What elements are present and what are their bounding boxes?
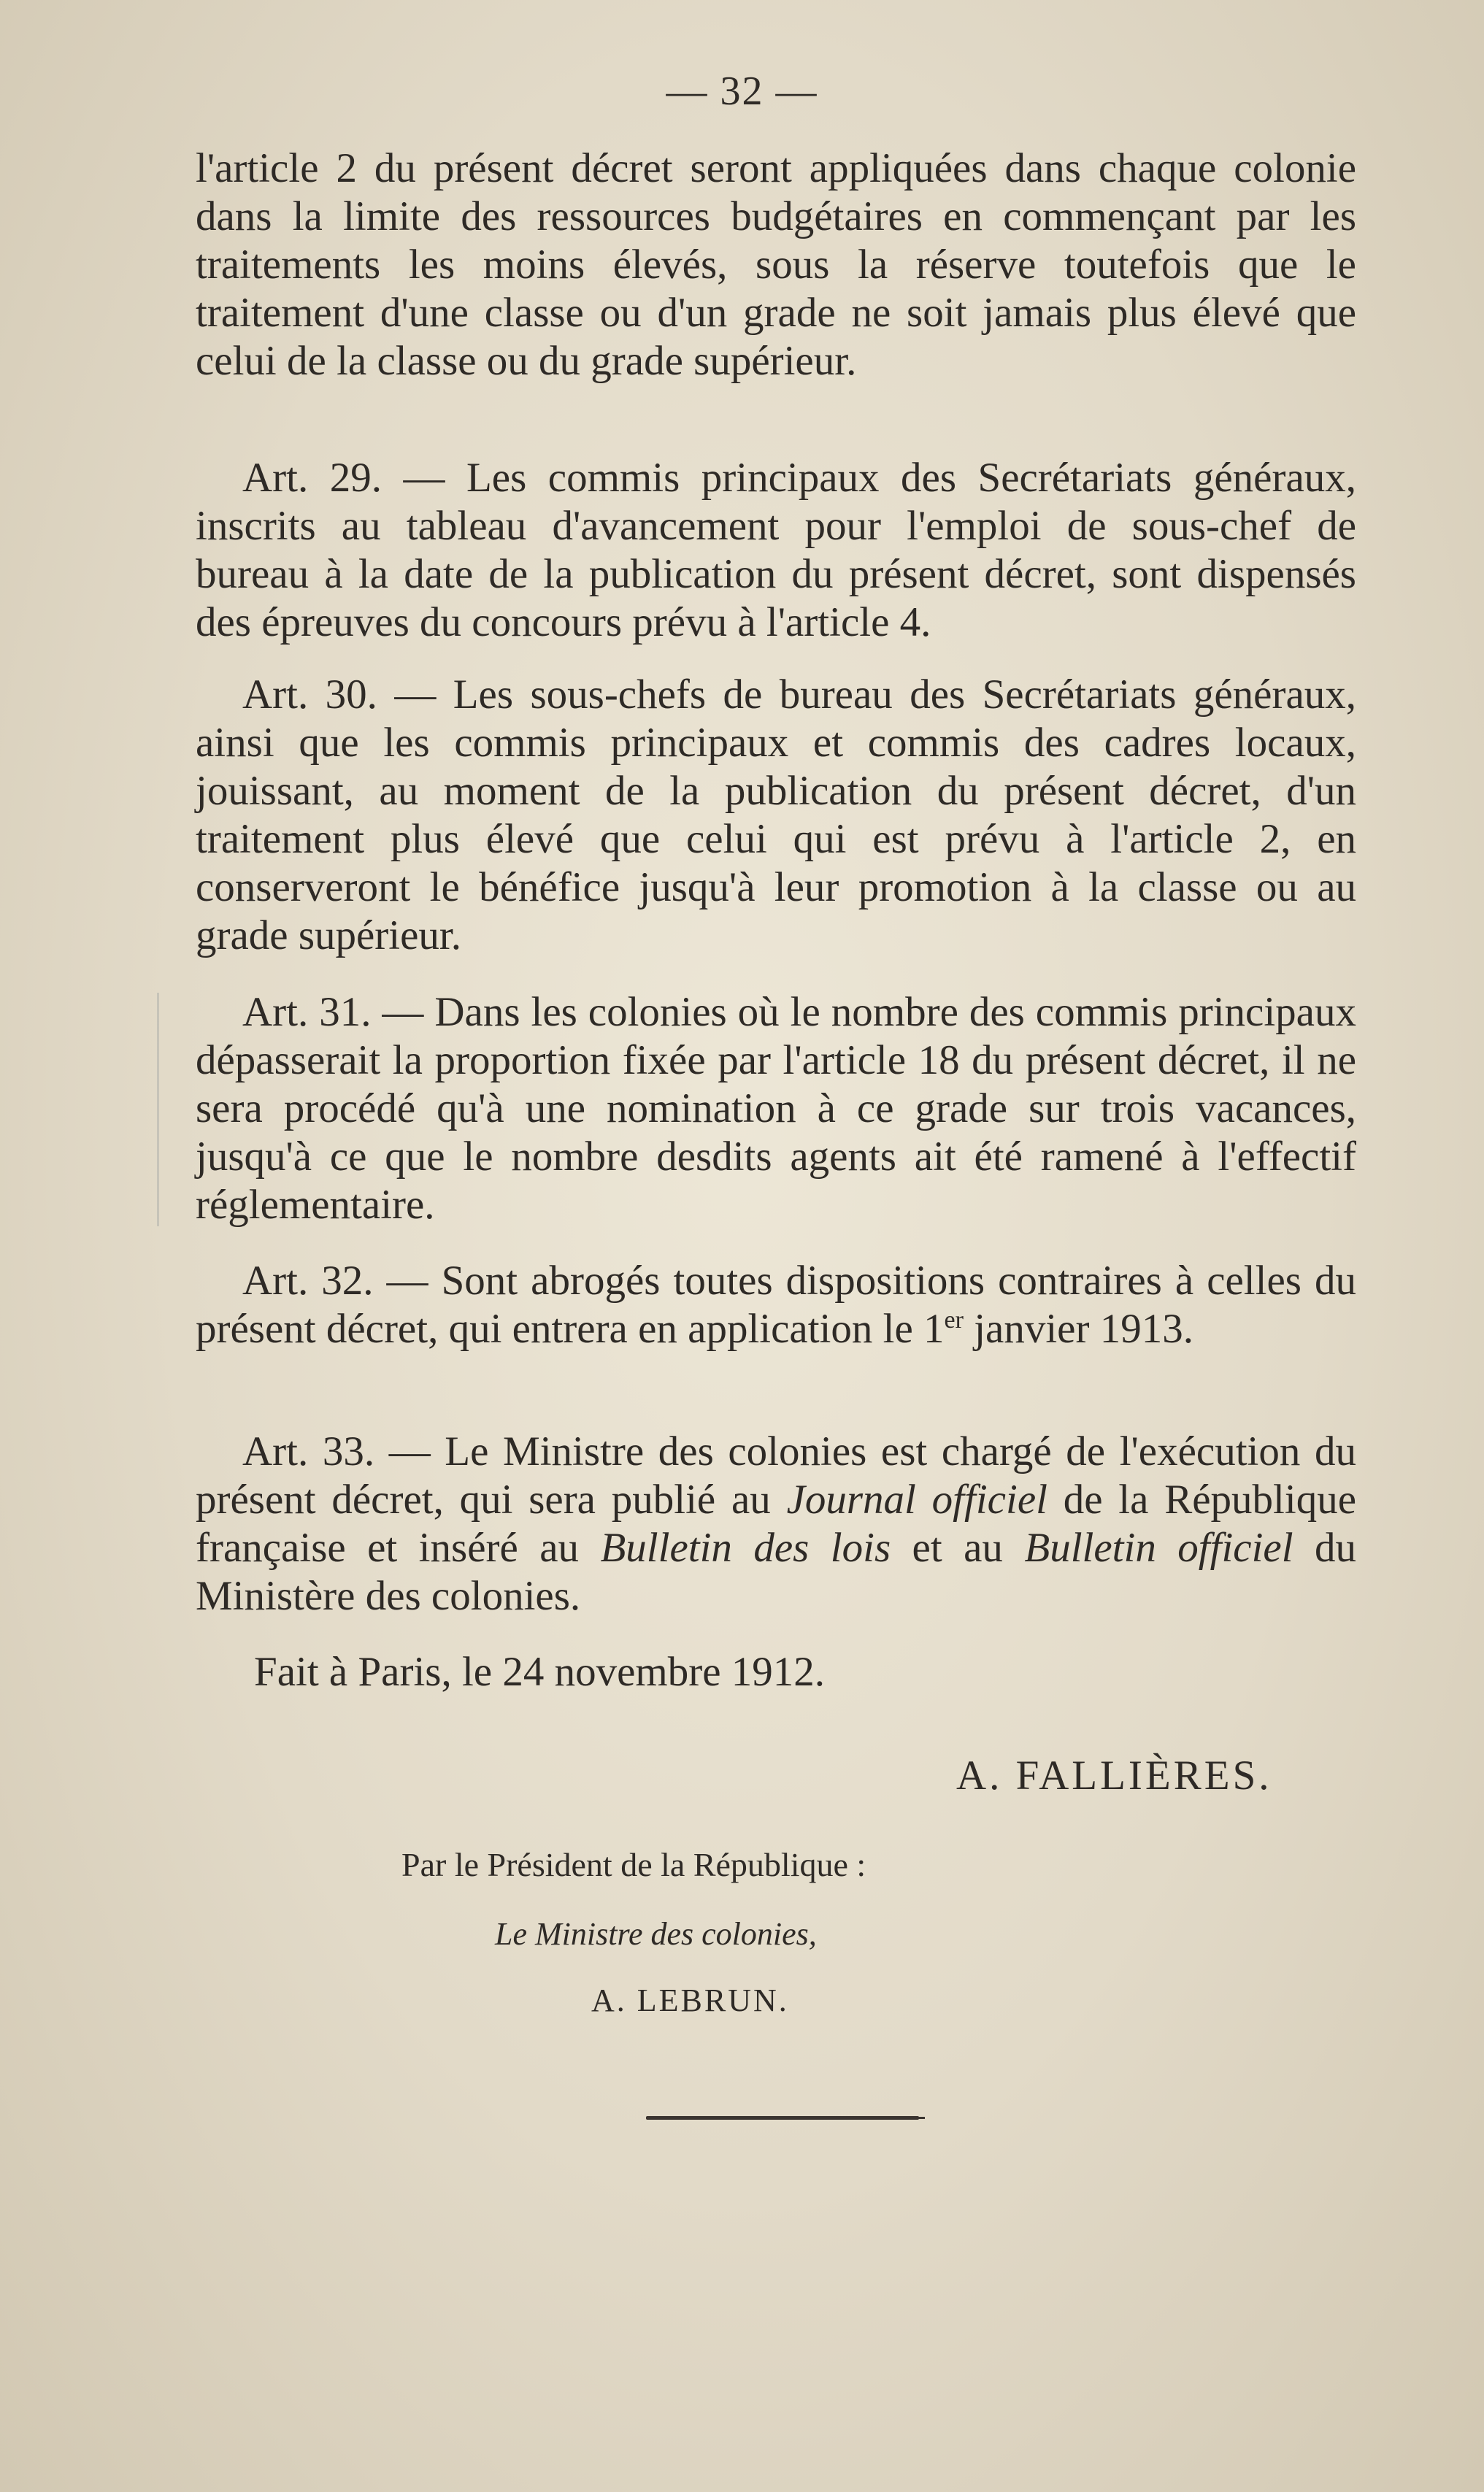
paragraph-article-28-continuation: l'article 2 du présent décret seront appliquées dans chaque colonie dans la limite des ressources budgétaires en commençant par les traitements les moins élevés, sous la réserve toutefois que le traitement d'une classe ou d'un grade ne soit jamais plus élevé que celui de la classe ou du grade supérieur. xyxy=(196,145,1356,384)
closing-rule xyxy=(646,2116,919,2120)
page-number: — 32 — xyxy=(666,69,818,114)
minister-signature: A. LEBRUN. xyxy=(591,1983,789,2018)
journal-officiel-title: Journal officiel xyxy=(786,1477,1047,1523)
bulletin-des-lois-title: Bulletin des lois xyxy=(600,1525,891,1571)
paragraph-article-30: Art. 30. — Les sous-chefs de bureau des Secrétariats généraux, ainsi que les commis principaux et commis des cadres locaux, jouissant, au moment de la publication du présent décret, d'un traitement plus élevé que celui qui est prévu à l'article 2, en conserveront le bénéfice jusqu'à leur promotion à la classe ou au grade supérieur. xyxy=(196,672,1356,958)
page-stain xyxy=(157,993,159,1226)
par-le-president-line: Par le Président de la République : xyxy=(401,1846,866,1883)
article-32-text: Art. 32. — Sont abrogés toutes dispositions contraires à celles du présent décret, qui entrera en application le 1 xyxy=(196,1258,1356,1352)
bulletin-officiel-title: Bulletin officiel xyxy=(1024,1525,1293,1571)
article-33-text-b: de la République française et inséré au xyxy=(196,1477,1356,1571)
paragraph-article-33 xyxy=(196,1428,1356,1620)
article-33-text-c: et au xyxy=(891,1525,1025,1571)
minister-title: Le Ministre des colonies, xyxy=(495,1916,817,1952)
paragraph-article-31: Art. 31. — Dans les colonies où le nombre des commis principaux dépasserait la proportion fixée par l'article 18 du présent décret, il ne sera procédé qu'à une nomination à ce grade sur trois vacances, jusqu'à ce que le nombre desdits agents ait été ramené à l'effectif réglementaire. xyxy=(196,989,1356,1228)
paragraph-article-32 xyxy=(196,1257,1356,1353)
president-signature: A. FALLIÈRES. xyxy=(956,1753,1272,1799)
ordinal-superscript: er xyxy=(944,1307,964,1334)
article-33-text-a: Art. 33. — Le Ministre des colonies est chargé de l'exécution du présent décret, qui sera publié au xyxy=(196,1428,1356,1523)
article-32-date: janvier 1913. xyxy=(963,1306,1193,1352)
article-33-text-d: du Ministère des colonies. xyxy=(196,1525,1356,1619)
date-place-line: Fait à Paris, le 24 novembre 1912. xyxy=(254,1649,826,1695)
paragraph-article-29: Art. 29. — Les commis principaux des Secrétariats généraux, inscrits au tableau d'avancement pour l'emploi de sous-chef de bureau à la date de la publication du présent décret, sont dispensés des épreuves du concours prévu à l'article 4. xyxy=(196,455,1356,645)
